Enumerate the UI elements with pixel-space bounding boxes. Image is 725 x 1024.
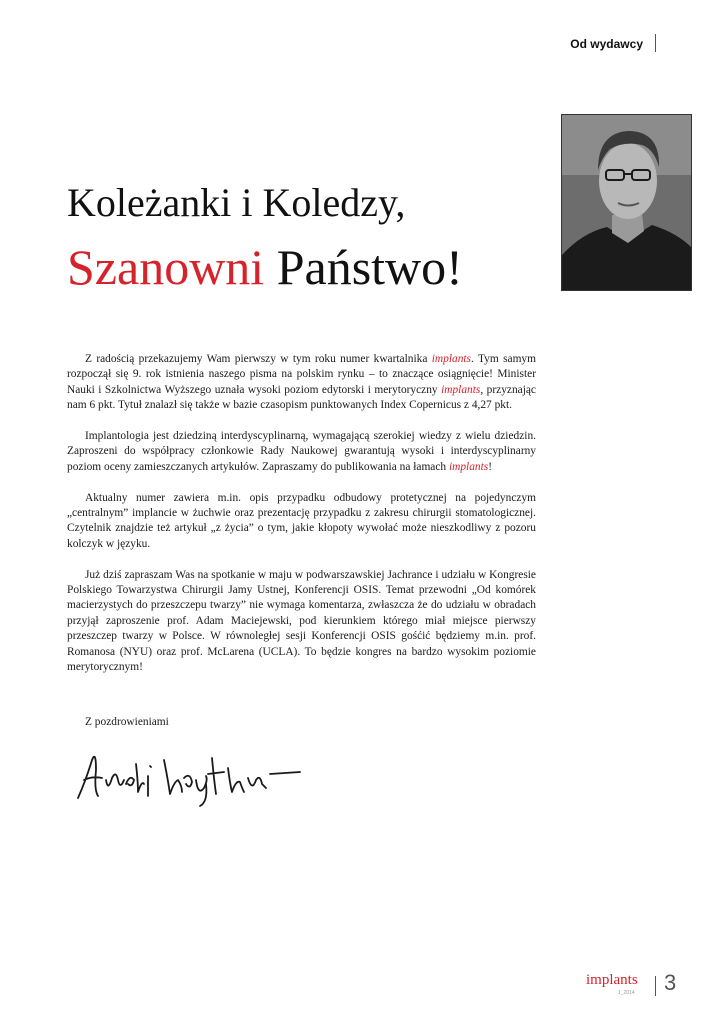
brand-mention: implants [448, 460, 489, 473]
headline-accent-word: Szanowni [67, 239, 265, 295]
paragraph-3: Aktualny numer zawiera m.in. opis przypadku odbudowy protetycznej na pojedynczym „centralnym” implancie w żuchwie oraz prezentację przypadku z zakresu chirurgii stomatologicznej. Czytelnik znajdzie też artykuł „z życia” o tym, jakie kłopoty wywołać może nieszkodliwy z pozoru kolczyk w języku. [67, 491, 536, 550]
headline-rest: Państwo! [276, 239, 463, 295]
page-number: 3 [664, 970, 677, 995]
footer-brand: implants [586, 972, 638, 988]
paragraph-2: Implantologia jest dziedziną interdyscyplinarną, wymagającą szerokiej wiedzy z wielu dziedzin. Zaproszeni do współpracy członkowie Rady Naukowej gwarantują wysoki i interdyscyplinarny poziom oceny zamieszczanych artykułów. Zapraszamy do publikowania na łamach implants! [67, 430, 536, 473]
closing-greeting: Z pozdrowieniami [85, 716, 169, 728]
author-photo [561, 114, 692, 291]
brand-mention: implants [441, 383, 481, 396]
header-divider [655, 34, 656, 52]
headline-salutation [67, 239, 463, 295]
paragraph-4: Już dziś zapraszam Was na spotkanie w maju w podwarszawskiej Jachrance i udziału w Kongresie Polskiego Towarzystwa Chirurgii Jamy Ustnej, Konferencji OSIS. Temat przewodni „Od komórek macierzystych do przeszczepu twarzy” nie wymaga komentarza, zwłaszcza że do udziału w obradach przyjął zaproszenie prof. Adam Maciejewski, pod kierunkiem którego miał miejsce pierwszy przeszczep twarzy w Polsce. W równoległej sesji Konferencji OSIS gośćić będziemy m.in. prof. Romanosa (NYU) oraz prof. McLarena (UCLA). To będzie kongres na bardzo wysokim poziomie merytorycznym! [67, 568, 536, 674]
brand-mention: implants [431, 353, 471, 365]
editorial-body [67, 352, 536, 691]
footer-divider [655, 976, 656, 996]
section-label: Od wydawcy [570, 37, 643, 51]
footer-issue: 1_2014 [618, 990, 635, 996]
paragraph-1: Z radością przekazujemy Wam pierwszy w tym roku numer kwartalnika implants. Tym samym rozpoczął się 9. rok istnienia naszego pisma na polskim rynku – to znaczące osiągnięcie! Minister Nauki i Szkolnictwa Wyższego uznała wysoki poziom edytorski i merytoryczny implants, przyznając nam 6 pkt. Tytuł znalazł się także w bazie czasopism punktowanych Index Copernicus z 4,27 pkt. [67, 353, 536, 412]
signature [72, 740, 312, 815]
headline-greeting: Koleżanki i Koledzy, [67, 180, 406, 225]
